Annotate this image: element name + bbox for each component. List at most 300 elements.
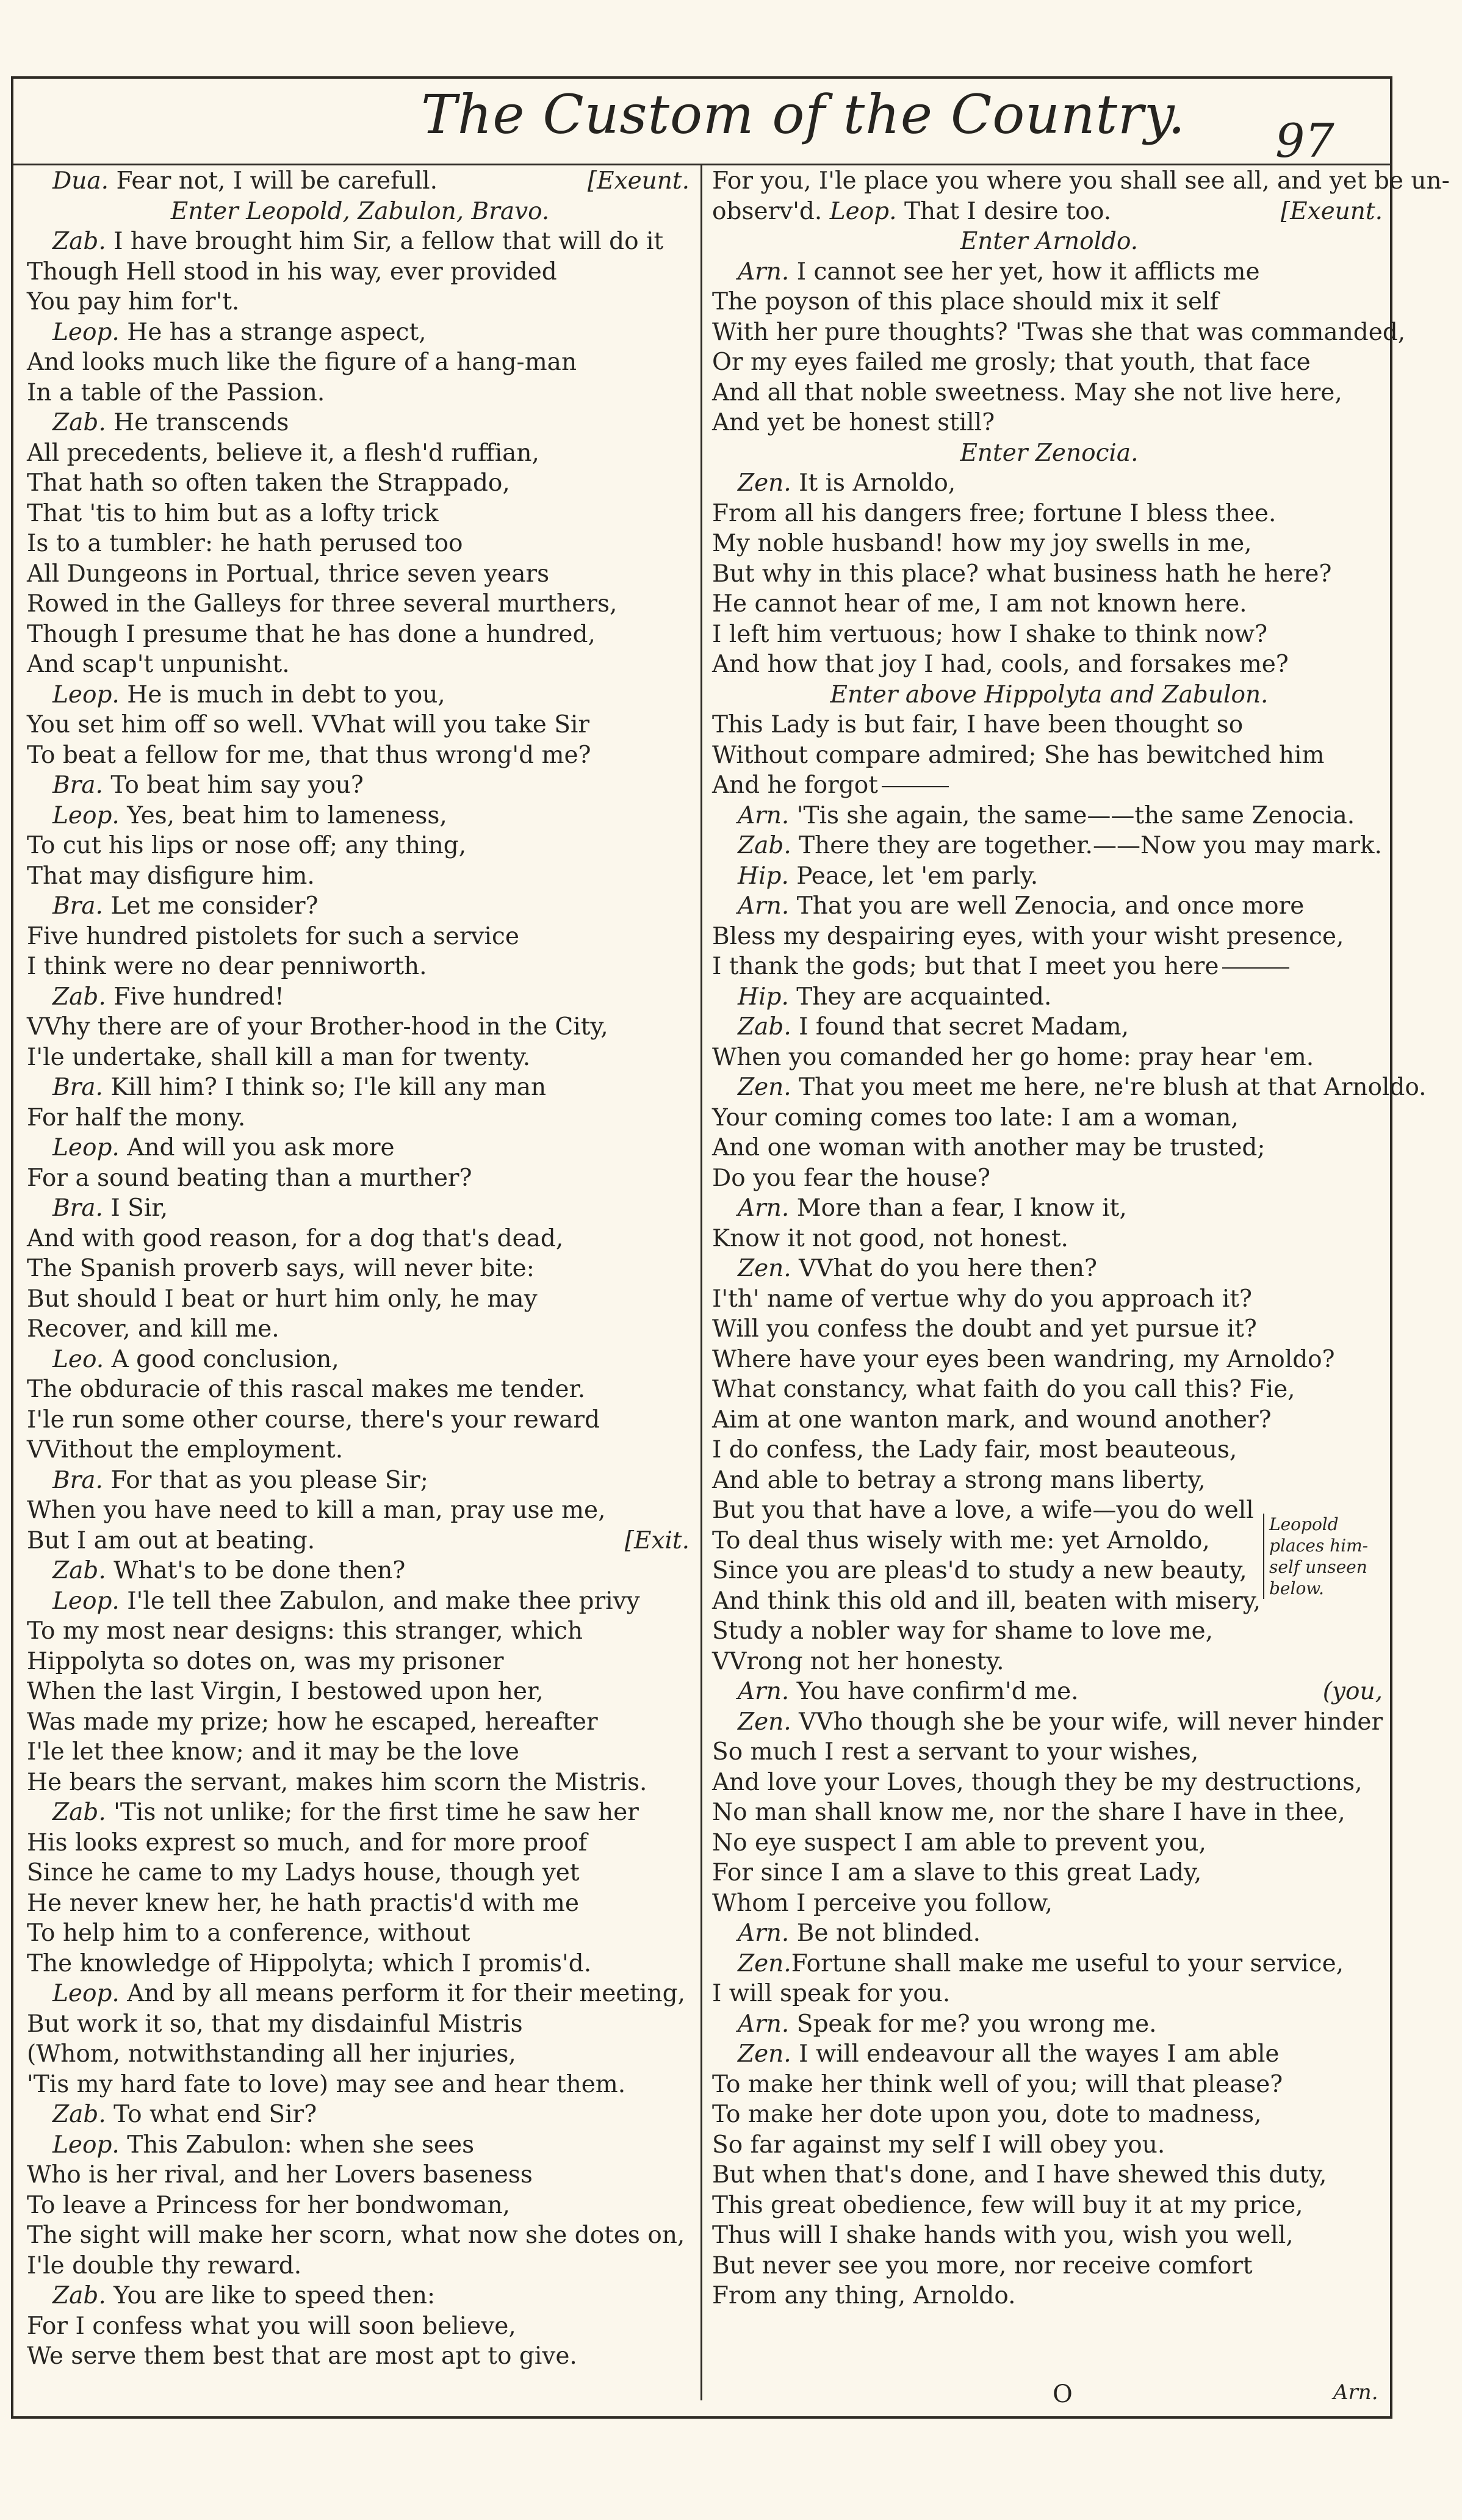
column-divider [700,164,702,2400]
verse-line [27,1526,693,1556]
speech-line [712,257,1386,287]
speaker-name: Dua. [52,167,109,195]
verse-text: He never knew her, he hath practis'd with me [27,1889,579,1917]
speaker-name: Leop. [52,2131,120,2159]
verse-line [27,831,693,861]
verse-line [712,619,1386,650]
verse-text: To make her think well of you; will that please? [712,2070,1283,2098]
speech-line [712,861,1386,892]
verse-text: No eye suspect I am able to prevent you, [712,1829,1206,1857]
verse-line [27,1495,693,1526]
verse-line [27,1042,693,1073]
verse-line [27,2251,693,2281]
speaker-name: Leop. [52,1980,120,2007]
speech-line [27,982,693,1013]
verse-text: And how that joy I had, cools, and forsakes me? [712,651,1289,678]
verse-line [27,1828,693,1858]
speaker-name: Zen. [738,1255,791,1282]
speech-text: That you are well Zenocia, and once more [796,892,1305,920]
speaker-name: Zen. [738,1949,791,1977]
speech-text: It is Arnoldo, [799,469,956,497]
speaker-name: Leo. [52,1345,104,1373]
verse-line [27,1163,693,1194]
verse-line [27,1254,693,1284]
verse-line [712,922,1386,952]
speaker-name: Hip. [738,862,789,890]
speech-line [27,770,693,801]
verse-line [27,559,693,590]
verse-line [27,619,693,650]
verse-line [712,589,1386,619]
verse-line [27,287,693,317]
speech-line [712,1254,1386,1284]
verse-text: I do confess, the Lady fair, most beauteous, [712,1436,1237,1464]
verse-line [27,2070,693,2100]
verse-line [712,2190,1386,2221]
stage-direction: Enter above Hippolyta and Zabulon. [830,681,1269,709]
verse-text: Do you fear the house? [712,1164,990,1192]
speaker-name: Zen. [738,469,791,497]
verse-line [27,499,693,529]
verse-text: And one woman with another may be trusted; [712,1134,1266,1161]
verse-text: Who is her rival, and her Lovers baseness [27,2161,533,2189]
speech-text: Let me consider? [110,892,319,920]
speech-text: I cannot see her yet, how it afflicts me [796,258,1260,286]
speech-line [712,1918,1386,1949]
speech-text: They are acquainted. [796,983,1052,1011]
speech-line [27,2099,693,2130]
verse-line [27,1949,693,1979]
verse-text: From any thing, Arnoldo. [712,2282,1016,2309]
speaker-name: Zen. [738,2040,791,2068]
verse-text: To leave a Princess for her bondwoman, [27,2191,510,2219]
verse-line [27,1737,693,1767]
speech-line [27,226,693,257]
speech-text: Kill him? I think so; I'le kill any man [110,1074,547,1101]
speaker-name: Bra. [52,1466,103,1494]
verse-text: When you comanded her go home: pray hear 'em. [712,1043,1314,1071]
verse-line [712,347,1386,378]
speech-text: Peace, let 'em parly. [796,862,1039,890]
speaker-name: Leop. [52,1134,120,1161]
speaker-name: Leop. [52,681,120,709]
signature-mark: O [1053,2380,1073,2408]
verse-text: Whom I perceive you follow, [712,1889,1053,1917]
verse-line [27,1314,693,1345]
verse-text: Since he came to my Ladys house, though yet [27,1859,580,1886]
left-column [27,166,693,2372]
speech-line [712,891,1386,922]
verse-text: VVrong not her honesty. [712,1647,1004,1675]
speaker-name: Arn. [738,1919,790,1947]
speech-line [27,1133,693,1163]
verse-line [27,378,693,408]
speech-line [27,1072,693,1103]
speech-text: And will you ask more [127,1134,395,1161]
speech-text: To beat him say you? [110,771,364,799]
speech-text: What's to be done then? [113,1557,406,1584]
verse-text: You set him off so well. VVhat will you take Sir [27,711,590,738]
verse-text: For I confess what you will soon believe, [27,2312,516,2340]
speech-text: VVhat do you here then? [799,1255,1097,1282]
verse-line [712,1828,1386,1858]
verse-text: Where have your eyes been wandring, my Arnoldo? [712,1345,1335,1373]
verse-text: For a sound beating than a murther? [27,1164,472,1192]
verse-text: For half the mony. [27,1103,246,1132]
speech-text: Fortune shall make me useful to your service, [791,1949,1344,1977]
speech-line [712,982,1386,1013]
speech-line [712,468,1386,499]
speech-line [712,1677,1386,1707]
speaker-name: Zab. [738,832,791,859]
speech-text: He transcends [113,409,289,436]
speech-text: He is much in debt to you, [127,681,445,709]
verse-line [27,1405,693,1435]
verse-line [27,710,693,740]
verse-text: We serve them best that are most apt to give. [27,2342,577,2370]
speech-text: I Sir, [110,1194,168,1222]
verse-line [27,2341,693,2372]
verse-text: VVithout the employment. [27,1436,344,1464]
verse-text: Will you confess the doubt and yet pursue it? [712,1315,1257,1343]
verse-text: And able to betray a strong mans liberty, [712,1466,1206,1494]
verse-line [712,770,1386,801]
verse-line [712,1284,1386,1315]
verse-text: For you, I'le place you where you shall see all, and yet be un- [712,167,1450,195]
verse-line [27,740,693,771]
marginal-note-line: self unseen [1269,1557,1367,1577]
verse-line [712,2281,1386,2311]
verse-text: You pay him for't. [27,288,240,316]
verse-line [712,2099,1386,2130]
verse-text: But when that's done, and I have shewed this duty, [712,2161,1327,2189]
verse-line [712,317,1406,348]
verse-text: And looks much like the figure of a hang-man [27,348,577,376]
verse-line [712,2130,1386,2161]
speech-line [712,801,1386,831]
speech-text: Yes, beat him to lameness, [127,801,447,829]
speech-line [712,1072,1427,1103]
verse-text: Is to a tumbler: he hath perused too [27,530,463,557]
speaker-name: Arn. [738,2010,790,2038]
verse-text: Or my eyes failed me grosly; that youth, that face [712,348,1311,376]
verse-text: The poyson of this place should mix it self [712,288,1219,316]
verse-line [712,1979,1386,2009]
verse-text: And he forgot [712,771,878,799]
verse-text: What constancy, what faith do you call this? Fie, [712,1376,1295,1403]
verse-text: Recover, and kill me. [27,1315,279,1343]
verse-line [27,1374,693,1405]
verse-line [27,2220,693,2251]
verse-text: And scap't unpunisht. [27,651,290,678]
speech-text: And by all means perform it for their meeting, [127,1980,685,2007]
speech-text: More than a fear, I know it, [796,1194,1127,1222]
verse-text: I'le double thy reward. [27,2251,302,2280]
speech-text: Speak for me? you wrong me. [796,2010,1157,2038]
verse-text: I thank the gods; but that I meet you here [712,953,1219,980]
verse-text: His looks exprest so much, and for more proof [27,1829,588,1857]
verse-line [27,861,693,892]
speaker-name: Zen. [738,1074,791,1101]
verse-text: But why in this place? what business hath he here? [712,560,1332,588]
verse-line [27,468,693,499]
speaker-name: Leop. [52,318,120,346]
verse-line [712,2070,1386,2100]
verse-text: All Dungeons in Portual, thrice seven years [27,560,550,588]
speaker-name: Zab. [52,2282,106,2309]
verse-line [712,951,1386,982]
verse-line [712,1888,1386,1919]
verse-text: But never see you more, nor receive comfort [712,2251,1253,2280]
verse-line [712,2160,1386,2190]
verse-text: But you that have a love, a wife—you do well [712,1496,1254,1524]
speech-text: That you meet me here, ne're blush at that Arnoldo. [799,1074,1427,1101]
speech-line [27,891,693,922]
verse-text: I'le let thee know; and it may be the love [27,1738,519,1766]
right-column [712,166,1450,2311]
speech-text: To what end Sir? [113,2101,317,2128]
verse-line [712,499,1386,529]
page-number: 97 [1275,114,1334,168]
stage-direction: Enter Leopold, Zabulon, Bravo. [170,197,550,225]
verse-line [27,589,693,619]
marginal-note-line: places him- [1269,1536,1369,1556]
speaker-name: Leop. [52,1587,120,1615]
stage-direction: Enter Arnoldo. [960,228,1139,255]
speech-line [712,197,1386,227]
verse-text: observ'd. [712,197,823,225]
speech-text: That I desire too. [904,197,1112,225]
speech-text: I'le tell thee Zabulon, and make thee privy [127,1587,640,1615]
speaker-name: Zab. [52,409,106,436]
verse-text: All precedents, believe it, a flesh'd ruffian, [27,439,539,467]
speaker-name: Zab. [52,1557,106,1584]
verse-line [27,1677,693,1707]
speaker-name: Bra. [52,1194,103,1222]
verse-line [712,1224,1386,1254]
verse-line [27,1616,693,1647]
speech-text: Fear not, I will be carefull. [116,167,438,195]
verse-line [712,1133,1386,1163]
verse-text: Without compare admired; She has bewitched him [712,741,1325,769]
verse-text: No man shall know me, nor the share I have in thee, [712,1799,1345,1826]
verse-line [27,257,693,287]
speech-line [712,1012,1386,1042]
running-title: The Custom of the Country. [421,83,1186,146]
speech-text: 'Tis not unlike; for the first time he saw her [113,1799,639,1826]
speech-line [27,1979,693,2009]
verse-text: Five hundred pistolets for such a service [27,922,519,950]
exit-direction: [Exit. [624,1526,690,1554]
speaker-name: Bra. [52,1074,103,1101]
verse-text: I will speak for you. [712,1980,951,2007]
speech-text: VVho though she be your wife, will never hinder [799,1708,1383,1736]
verse-line [27,2039,693,2070]
verse-text: And all that noble sweetness. May she not live here, [712,378,1342,406]
exit-direction: (you, [1322,1678,1383,1705]
speech-line [27,166,693,197]
verse-line [712,1103,1386,1133]
verse-line [712,2251,1386,2281]
verse-line [712,1314,1386,1345]
verse-line [27,347,693,378]
verse-text: Aim at one wanton mark, and wound another? [712,1406,1272,1434]
verse-text: And yet be honest still? [712,409,995,436]
speaker-name: Bra. [52,771,103,799]
verse-text: And think this old and ill, beaten with misery, [712,1587,1261,1615]
verse-line [27,1858,693,1888]
verse-line [712,1616,1386,1647]
verse-line [712,710,1386,740]
marginal-note-line: Leopold [1269,1514,1339,1534]
verse-text: That 'tis to him but as a lofty trick [27,499,439,527]
verse-line [712,408,1386,438]
speaker-name: Arn. [738,801,790,829]
speech-text: For that as you please Sir; [110,1466,428,1494]
verse-line [712,1345,1386,1375]
speech-line [27,2130,693,2161]
verse-line [27,1224,693,1254]
verse-line [712,378,1386,408]
verse-line [27,1767,693,1798]
speaker-name: Leop. [52,801,120,829]
verse-line [712,559,1386,590]
speaker-name: Bra. [52,892,103,920]
verse-text: Thus will I shake hands with you, wish you well, [712,2222,1294,2249]
verse-text: Rowed in the Galleys for three several murthers, [27,590,618,618]
exit-direction: [Exeunt. [587,167,690,195]
verse-line [712,1647,1386,1677]
speech-text: 'Tis she again, the same——the same Zenocia. [796,801,1355,829]
speaker-name: Zab. [52,983,106,1011]
verse-line [27,1284,693,1315]
verse-text: And love your Loves, though they be my destructions, [712,1768,1363,1796]
verse-line [712,287,1386,317]
speech-line [712,1949,1386,1979]
marginal-note-line: below. [1269,1578,1324,1598]
verse-text: I'le undertake, shall kill a man for twenty. [27,1043,531,1071]
verse-line [27,438,693,469]
verse-line [712,2220,1386,2251]
speech-line [27,1797,693,1828]
speech-text: I have brought him Sir, a fellow that will do it [113,228,664,255]
speech-line [712,2039,1386,2070]
verse-text: To beat a fellow for me, that thus wrong'd me? [27,741,591,769]
speech-text: A good conclusion, [111,1345,339,1373]
verse-line [27,1647,693,1677]
verse-text: Since you are pleas'd to study a new beauty, [712,1557,1247,1584]
verse-line [712,1737,1386,1767]
verse-line [712,1767,1386,1798]
verse-line [27,1888,693,1919]
verse-text: But work it so, that my disdainful Mistris [27,2010,523,2038]
catchword: Arn. [1333,2380,1378,2405]
verse-line [27,922,693,952]
verse-text: This great obedience, few will buy it at my price, [712,2191,1303,2219]
speech-line [27,680,693,710]
speaker-name: Arn. [738,1194,790,1222]
speech-line [712,831,1386,861]
verse-line [27,2311,693,2342]
speech-line [27,1345,693,1375]
verse-text: And with good reason, for a dog that's dead, [27,1224,564,1252]
verse-line [712,1797,1386,1828]
verse-text: To my most near designs: this stranger, which [27,1617,583,1645]
verse-text: VVhy there are of your Brother-hood in the City, [27,1013,608,1041]
speech-text: I will endeavour all the wayes I am able [799,2040,1280,2068]
verse-text: 'Tis my hard fate to love) may see and hear them. [27,2070,626,2098]
verse-text: Study a nobler way for shame to love me, [712,1617,1214,1645]
marginal-stage-direction [1263,1514,1391,1599]
verse-text: Was made my prize; how he escaped, hereafter [27,1708,598,1736]
speaker-name: Hip. [738,983,789,1011]
verse-line [712,1042,1386,1073]
exit-direction: [Exeunt. [1280,197,1383,225]
speech-line [27,1193,693,1224]
speaker-name: Zab. [52,228,106,255]
em-dash-rule [882,786,949,787]
verse-line [712,529,1386,559]
verse-text: So much I rest a servant to your wishes, [712,1738,1199,1766]
speech-text: This Zabulon: when she sees [127,2131,475,2159]
speaker-name: Arn. [738,892,790,920]
speech-line [27,1556,693,1586]
speaker-name: Leop. [829,197,897,225]
verse-line [712,1858,1386,1888]
verse-text: I left him vertuous; how I shake to think now? [712,620,1268,648]
speech-line [27,1586,693,1617]
verse-text: But should I beat or hurt him only, he may [27,1285,538,1313]
speech-line [27,408,693,438]
verse-text: That hath so often taken the Strappado, [27,469,510,497]
speaker-name: Zen. [738,1708,791,1736]
verse-text: To help him to a conference, without [27,1919,470,1947]
verse-text: Hippolyta so dotes on, was my prisoner [27,1647,504,1675]
verse-text: When you have need to kill a man, pray use me, [27,1496,606,1524]
verse-text: He bears the servant, makes him scorn the Mistris. [27,1768,647,1796]
verse-line [712,649,1386,680]
verse-text: The obduracie of this rascal makes me tender. [27,1376,586,1403]
speech-line [712,2009,1386,2040]
verse-line [27,1707,693,1738]
verse-line [27,649,693,680]
speech-line [27,2281,693,2311]
speech-line [712,1193,1386,1224]
speech-text: Five hundred! [113,983,284,1011]
verse-text: Know it not good, not honest. [712,1224,1068,1252]
verse-line [27,529,693,559]
speech-line [27,317,693,348]
verse-text: To cut his lips or nose off; any thing, [27,832,467,859]
verse-text: So far against my self I will obey you. [712,2131,1165,2159]
verse-text: But I am out at beating. [27,1526,315,1554]
verse-line [27,1103,693,1133]
speech-text: You have confirm'd me. [796,1678,1079,1705]
speaker-name: Arn. [738,1678,790,1705]
verse-text: The sight will make her scorn, what now she dotes on, [27,2222,685,2249]
verse-text: (Whom, notwithstanding all her injuries, [27,2040,516,2068]
verse-text: In a table of the Passion. [27,378,325,406]
verse-line [712,1435,1386,1465]
speech-text: I found that secret Madam, [799,1013,1129,1041]
verse-line [712,1163,1386,1194]
verse-line [712,166,1450,197]
verse-text: For since I am a slave to this great Lady, [712,1859,1202,1886]
speech-line [712,1707,1386,1738]
verse-text: My noble husband! how my joy swells in me, [712,530,1252,557]
speaker-name: Zab. [738,1013,791,1041]
verse-text: The Spanish proverb says, will never bite: [27,1255,535,1282]
